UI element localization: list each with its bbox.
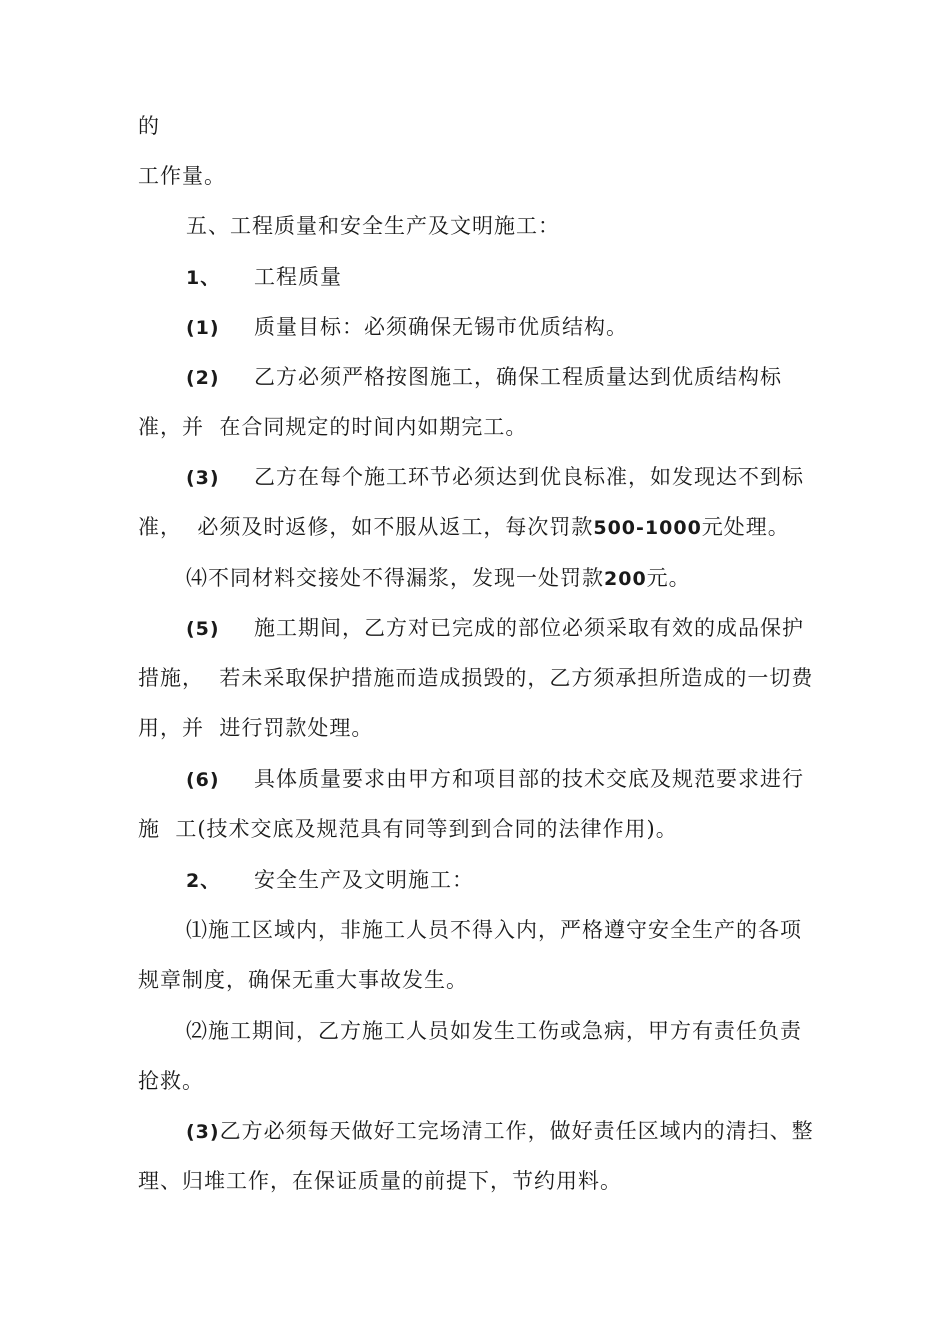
- item-number: 1、: [186, 267, 221, 289]
- line-text: 措施， 若未采取保护措施而造成损毁的，乙方须承担所造成的一切费: [138, 666, 814, 690]
- text-line: [138, 815, 678, 843]
- list-item-number: [186, 313, 220, 342]
- heading-text: 五、工程质量和安全生产及文明施工：: [186, 214, 560, 238]
- text-line: [138, 513, 790, 542]
- text-line: [138, 413, 527, 441]
- line-text: 规章制度，确保无重大事故发生。: [138, 968, 468, 992]
- item-number: (6): [186, 769, 220, 791]
- text-line: [186, 916, 802, 944]
- text-line: [138, 966, 468, 994]
- line-text: 施工期间，乙方对已完成的部位必须采取有效的成品保护: [254, 616, 804, 640]
- line-text: ⑴施工区域内，非施工人员不得入内，严格遵守安全生产的各项: [186, 918, 802, 942]
- text-line: [138, 714, 373, 742]
- list-item-number: [186, 765, 220, 794]
- line-text: 工作量。: [138, 164, 226, 188]
- line-text: 工程质量: [254, 265, 342, 289]
- section-heading: [186, 212, 560, 240]
- list-item-number: [186, 363, 220, 392]
- line-text: ⑷不同材料交接处不得漏浆，发现一处罚款: [186, 566, 604, 590]
- list-item-text: [254, 765, 804, 793]
- text-line: [138, 664, 813, 692]
- list-item-text: [254, 363, 782, 391]
- text-line: [138, 112, 160, 140]
- subsection-heading: [186, 263, 220, 292]
- line-text: 乙方必须严格按图施工，确保工程质量达到优质结构标: [254, 365, 782, 389]
- line-text: 元。: [646, 566, 691, 590]
- line-text: 乙方必须每天做好工完场清工作，做好责任区域内的清扫、整: [219, 1119, 814, 1143]
- line-text: 理、归堆工作，在保证质量的前提下，节约用料。: [138, 1169, 622, 1193]
- line-text: ⑵施工期间，乙方施工人员如发生工伤或急病，甲方有责任负责: [186, 1019, 802, 1043]
- list-item-number: [186, 614, 220, 643]
- text-line: [138, 1067, 204, 1095]
- subsection-title: [254, 263, 342, 291]
- list-item-text: [254, 463, 804, 491]
- item-number: (3): [186, 1121, 220, 1143]
- list-item-text: [254, 614, 804, 642]
- item-number: (1): [186, 317, 220, 339]
- line-text: 安全生产及文明施工：: [254, 868, 474, 892]
- text-line: [138, 1167, 622, 1195]
- penalty-amount: 200: [604, 568, 647, 590]
- penalty-amount: 500-1000: [593, 517, 702, 539]
- line-text: 准，并 在合同规定的时间内如期完工。: [138, 415, 528, 439]
- line-text: 抢救。: [138, 1069, 204, 1093]
- item-number: (5): [186, 618, 220, 640]
- line-text: 用，并 进行罚款处理。: [138, 716, 374, 740]
- item-number: (3): [186, 467, 220, 489]
- line-text: 质量目标：必须确保无锡市优质结构。: [254, 315, 628, 339]
- line-text: 乙方在每个施工环节必须达到优良标准，如发现达不到标: [254, 465, 804, 489]
- line-text: 施 工(技术交底及规范具有同等到到合同的法律作用)。: [138, 817, 678, 841]
- item-number: 2、: [186, 870, 221, 892]
- list-item-number: [186, 463, 220, 492]
- item-number: (2): [186, 367, 220, 389]
- text-line: [186, 1017, 802, 1045]
- subsection-title: [254, 866, 474, 894]
- line-text: 准， 必须及时返修，如不服从返工，每次罚款: [138, 515, 594, 539]
- list-item-text: [254, 313, 628, 341]
- subsection-heading: [186, 866, 220, 895]
- text-line: [186, 564, 691, 593]
- line-text: 具体质量要求由甲方和项目部的技术交底及规范要求进行: [254, 767, 804, 791]
- text-line: [138, 162, 226, 190]
- list-item: [186, 1117, 814, 1146]
- line-text: 元处理。: [701, 515, 790, 539]
- line-text: 的: [138, 114, 160, 138]
